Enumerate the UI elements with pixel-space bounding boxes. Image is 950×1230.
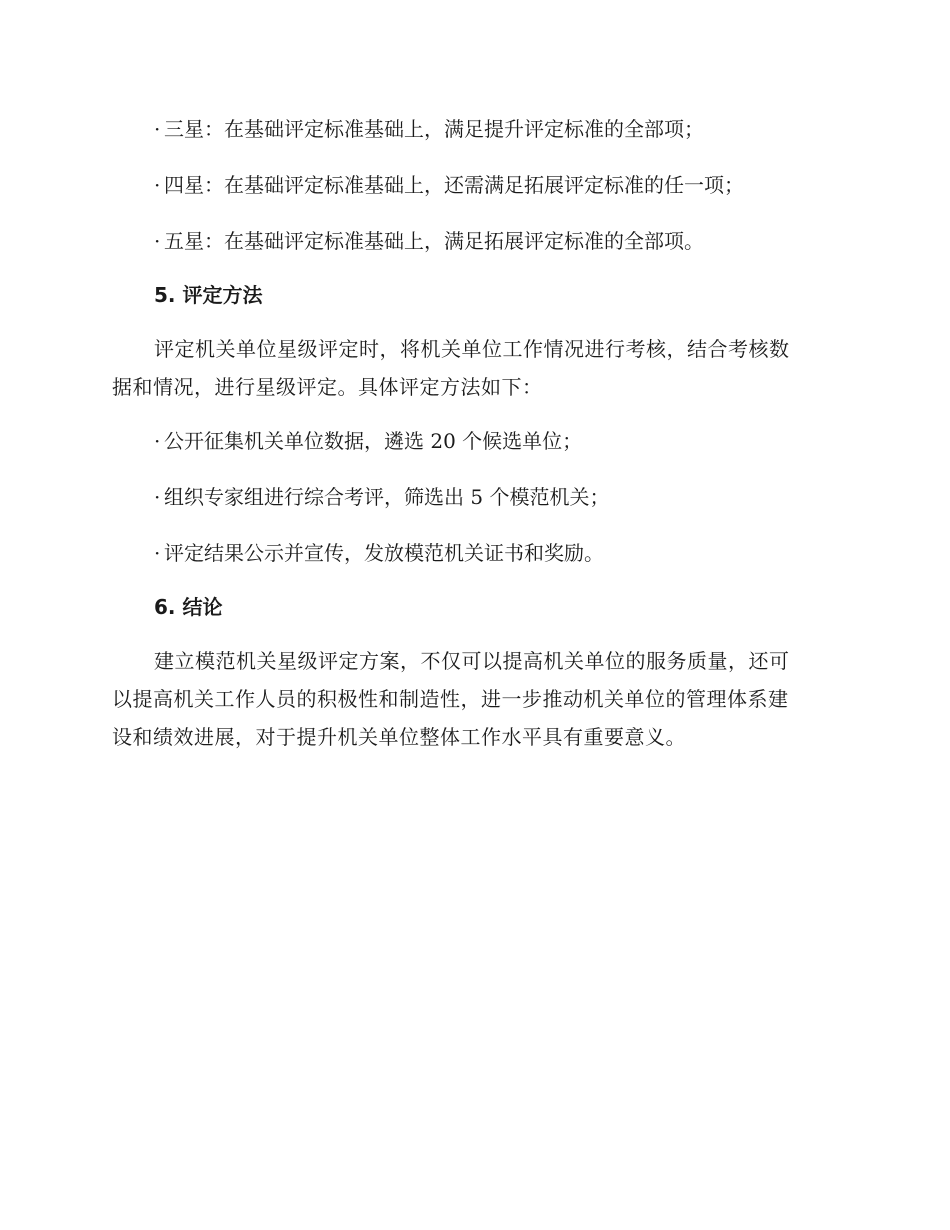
paragraph-line: 据和情况，进行星级评定。具体评定方法如下： <box>112 375 543 399</box>
list-item-method-2 <box>154 478 832 516</box>
paragraph-method <box>112 330 832 406</box>
paragraph-line: 评定机关单位星级评定时，将机关单位工作情况进行考核，结合考核数 <box>154 337 790 361</box>
bullet-dot: · <box>154 173 161 197</box>
section-heading-method: 5. 评定方法 <box>154 283 263 307</box>
list-item-three-star <box>154 110 832 148</box>
list-item-text: 评定结果公示并宣传，发放模范机关证书和奖励。 <box>164 541 604 565</box>
list-item-method-1 <box>154 422 832 460</box>
list-item-four-star <box>154 166 832 204</box>
section-heading-conclusion: 6. 结论 <box>154 595 223 619</box>
list-item-text: 四星：在基础评定标准基础上，还需满足拓展评定标准的任一项； <box>164 173 744 197</box>
list-item-text: 三星：在基础评定标准基础上，满足提升评定标准的全部项； <box>164 117 704 141</box>
bullet-dot: · <box>154 541 161 565</box>
bullet-dot: · <box>154 485 161 509</box>
bullet-dot: · <box>154 429 161 453</box>
bullet-dot: · <box>154 229 161 253</box>
bullet-dot: · <box>154 117 161 141</box>
paragraph-conclusion <box>112 642 832 756</box>
paragraph-line: 设和绩效进展，对于提升机关单位整体工作水平具有重要意义。 <box>112 725 686 749</box>
list-item-method-3 <box>154 534 832 572</box>
list-item-text: 公开征集机关单位数据，遴选 20 个候选单位； <box>164 429 583 453</box>
list-item-text: 组织专家组进行综合考评，筛选出 5 个模范机关； <box>164 485 610 509</box>
list-item-text: 五星：在基础评定标准基础上，满足拓展评定标准的全部项。 <box>164 229 704 253</box>
paragraph-line: 建立模范机关星级评定方案，不仅可以提高机关单位的服务质量，还可 <box>154 649 790 673</box>
paragraph-line: 以提高机关工作人员的积极性和制造性，进一步推动机关单位的管理体系建 <box>112 687 789 711</box>
list-item-five-star <box>154 222 832 260</box>
document-content <box>112 110 832 756</box>
